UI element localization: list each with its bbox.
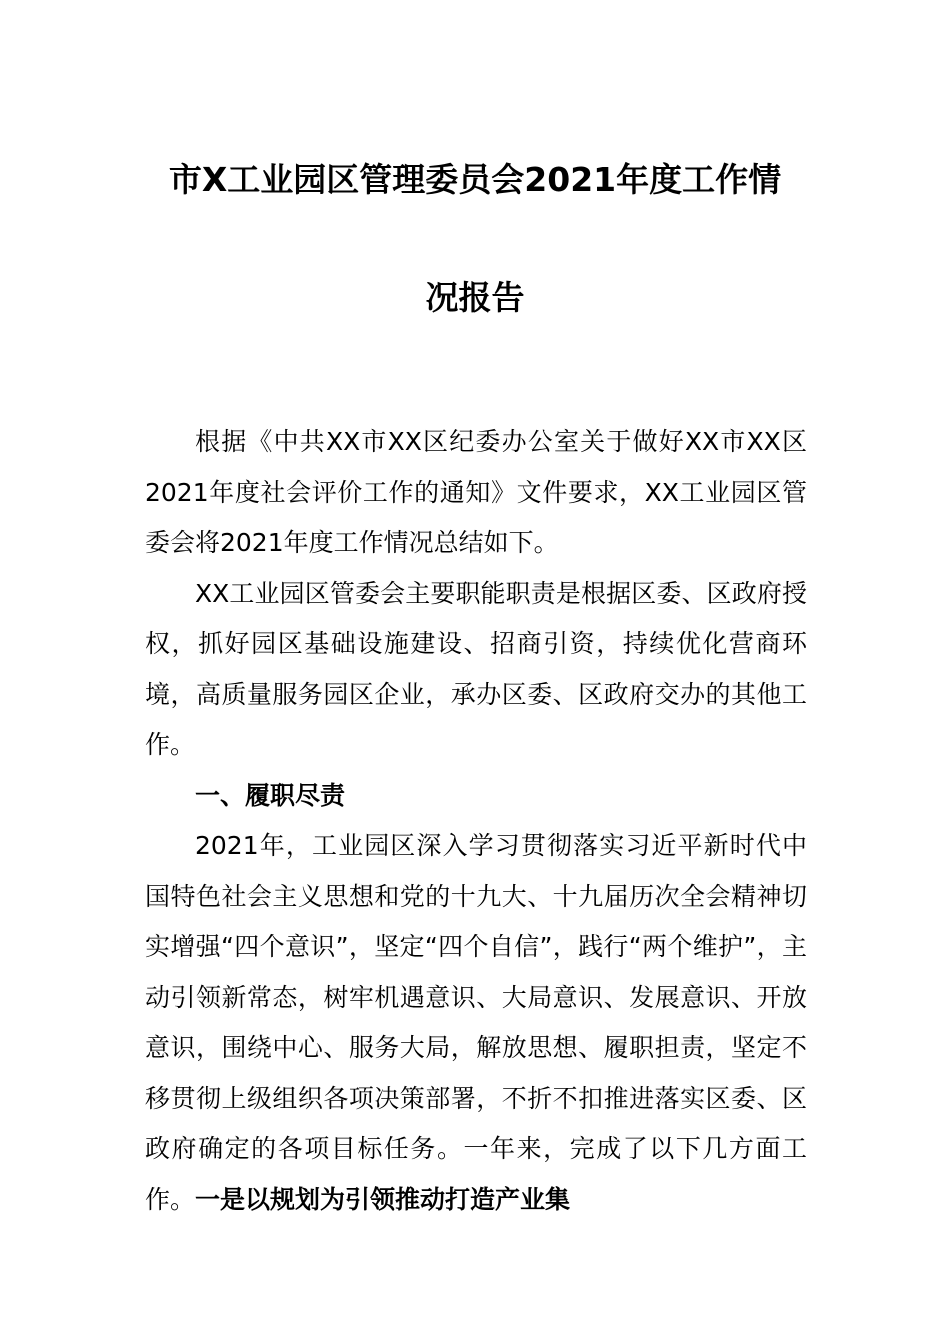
document-title-line-2: 况报告 [425,278,525,317]
section-heading-1: 一、履职尽责 [195,780,346,810]
paragraph-section1 [145,821,807,1225]
paragraph-section1-text: 2021年，工业园区深入学习贯彻落实习近平新时代中国特色社会主义思想和党的十九大、十九届历次全会精神切实增强“四个意识”，坚定“四个自信”，践行“两个维护”，主动引领新常态，树牢机遇意识、大局意识、发展意识、开放意识，围绕中心、服务大局，解放思想、履职担责，坚定不移贯彻上级组织各项决策部署，不折不扣推进落实区委、区政府确定的各项目标任务。一年来，完成了以下几方面工作。 [145,831,807,1214]
paragraph-section1-bold-tail: 一是以规划为引领推动打造产业集 [195,1184,571,1214]
document-body [145,417,807,1225]
document-title-line-1: 市X工业园区管理委员会2021年度工作情 [168,160,782,199]
paragraph-intro: 根据《中共XX市XX区纪委办公室关于做好XX市XX区2021年度社会评价工作的通知》文件要求，XX工业园区管委会将2021年度工作情况总结如下。 [145,427,807,557]
paragraph-duties: XX工业园区管委会主要职能职责是根据区委、区政府授权，抓好园区基础设施建设、招商引资，持续优化营商环境，高质量服务园区企业，承办区委、区政府交办的其他工作。 [145,578,807,759]
